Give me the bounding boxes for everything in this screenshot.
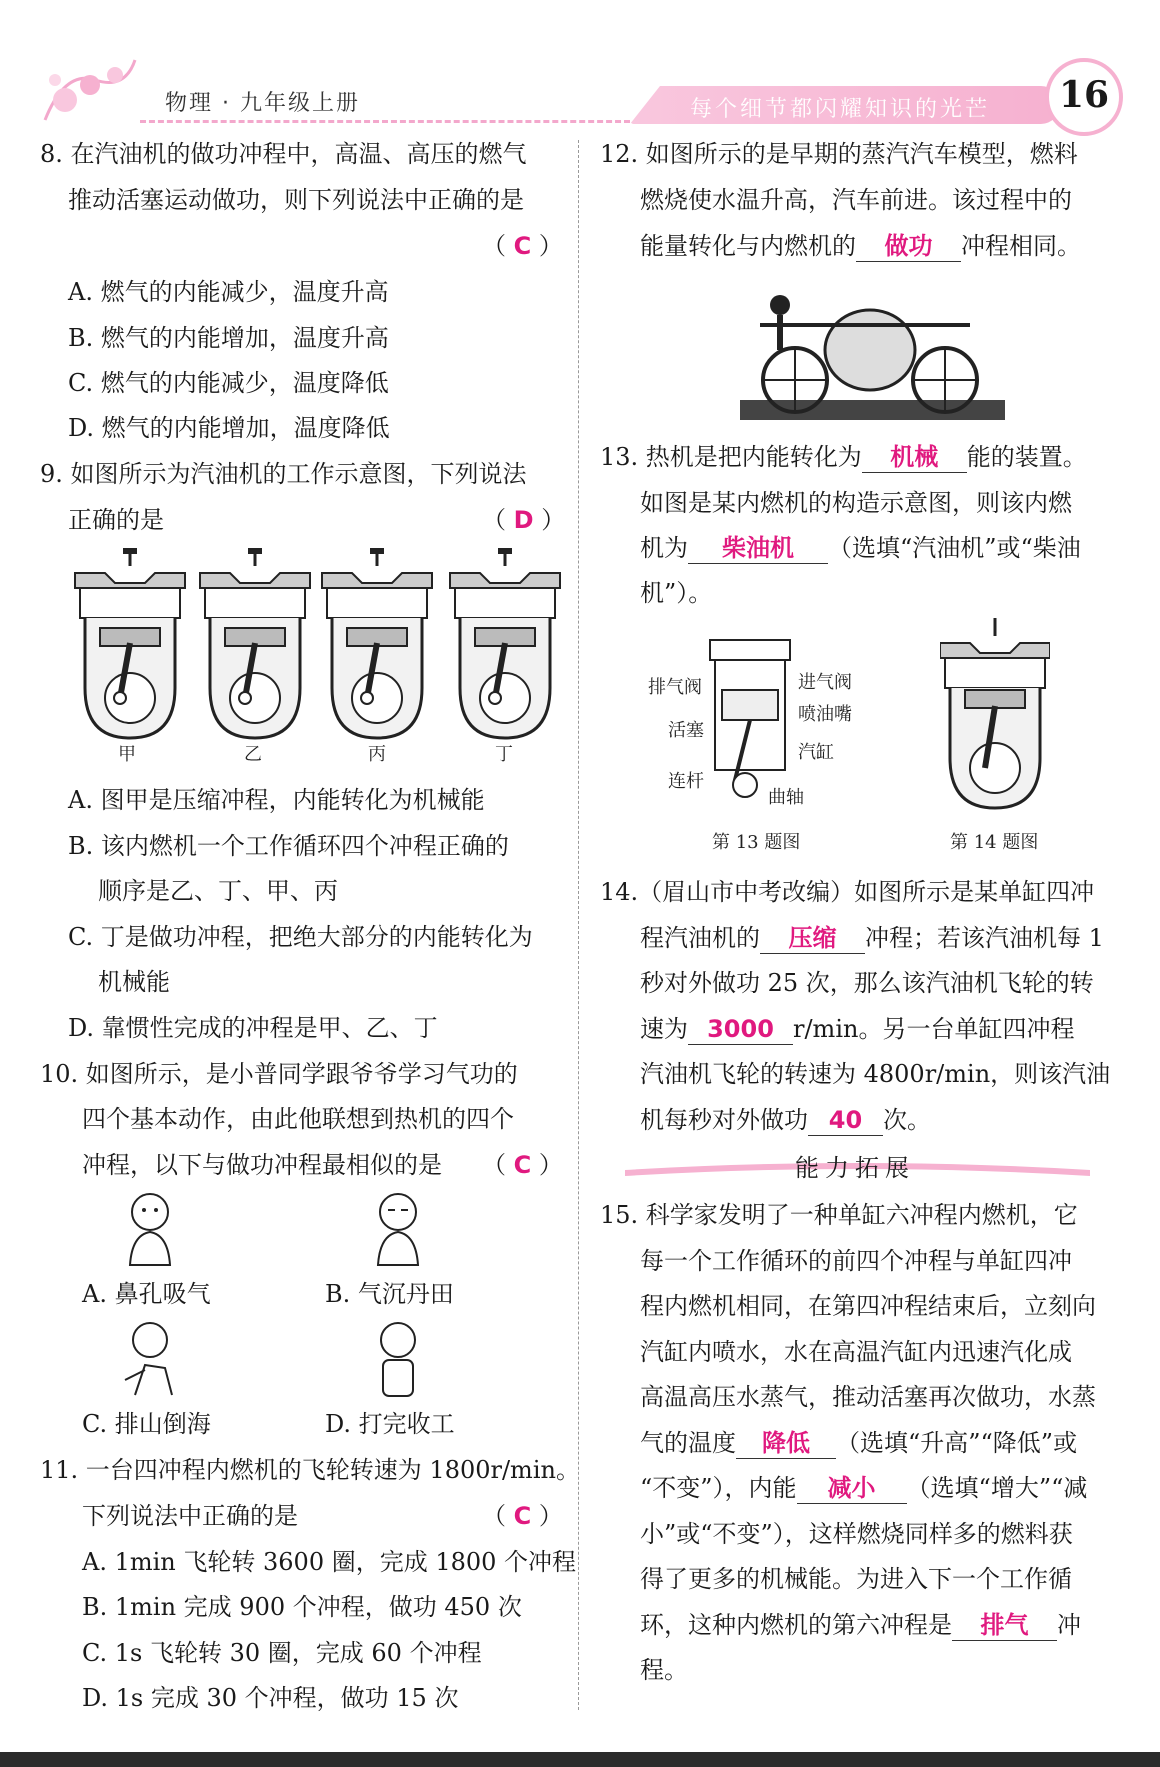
q12-line3 [640,226,1081,262]
flower-ornament-icon [35,50,145,130]
q15-line7-start: “不变”），内能 [640,1474,797,1502]
qigong-figure-c-icon [120,1320,180,1400]
q10-option-c: C. 排山倒海 [82,1410,211,1438]
q13-line1 [600,437,1087,473]
header-slogan: 每个细节都闪耀知识的光芒 [690,97,991,122]
q8-option-a: A. 燃气的内能减少，温度升高 [68,278,389,306]
q15-line7 [640,1468,1087,1504]
q10-line2: 四个基本动作，由此他联想到热机的四个 [82,1105,514,1133]
q15-line9: 得了更多的机械能。为进入下一个工作循 [640,1565,1072,1593]
q8-line2: 推动活塞运动做功，则下列说法中正确的是 [68,186,524,214]
q11-option-c: C. 1s 飞轮转 30 圈，完成 60 个冲程 [82,1639,482,1667]
q15-blank-3: 排气 [952,1610,1057,1641]
q15-line6 [640,1423,1077,1459]
q15-line8: 小”或“不变”），这样燃烧同样多的燃料获 [640,1520,1073,1548]
q14-line1: 14.（眉山市中考改编）如图所示是某单缸四冲 [600,878,1095,906]
q9-label-jia: 甲 [118,744,136,765]
q15-line11: 程。 [640,1656,688,1684]
qigong-figure-b-icon [368,1190,428,1270]
q13-line3-start: 机为 [640,534,688,562]
q15-blank-1: 降低 [736,1428,836,1459]
q9-engine-diagram [70,548,570,758]
fig13-label-rod: 连杆 [668,771,704,792]
q14-line5: 汽油机飞轮的转速为 4800r/min，则该汽油 [640,1060,1111,1088]
q13-line3-end: （选填“汽油机”或“柴油 [828,534,1081,562]
fig13-label-injector: 喷油嘴 [798,704,852,725]
header-dash-line [140,120,630,123]
fig13-label-crankshaft: 曲轴 [768,787,804,808]
q9-label-bing: 丙 [368,744,386,765]
qigong-figure-d-icon [368,1320,428,1400]
fig13-label-exhaust: 排气阀 [648,677,702,698]
q11-answer: C [513,1502,532,1530]
q14-line2-start: 程汽油机的 [640,924,760,952]
diesel-engine-diagram [700,630,800,805]
q13-line1-start: 13. 热机是把内能转化为 [600,443,862,471]
q15-line6-start: 气的温度 [640,1429,736,1457]
q10-answer-paren: （ C ） [482,1151,563,1179]
q13-line2: 如图是某内燃机的构造示意图，则该内燃 [640,489,1072,517]
q14-engine-diagram [940,618,1050,813]
fig13-label-intake: 进气阀 [798,672,852,693]
q10-line1: 10. 如图所示，是小普同学跟爷爷学习气功的 [40,1060,518,1088]
q13-blank-1: 机械 [862,442,967,473]
q15-line1: 15. 科学家发明了一种单缸六冲程内燃机，它 [600,1201,1078,1229]
q15-line4: 汽缸内喷水，水在高温汽缸内迅速汽化成 [640,1338,1072,1366]
q12-line3-end: 冲程相同。 [961,232,1081,260]
q10-option-a: A. 鼻孔吸气 [82,1280,211,1308]
bottom-bar [0,1752,1160,1767]
q14-line4 [640,1009,1074,1045]
q13-line3 [640,528,1081,564]
book-title: 物理 · 九年级上册 [165,91,360,116]
fig13-label-piston: 活塞 [668,720,704,741]
q14-line2 [640,918,1104,954]
q15-line2: 每一个工作循环的前四个冲程与单缸四冲 [640,1247,1072,1275]
q9-label-yi: 乙 [244,744,262,765]
q11-line1: 11. 一台四冲程内燃机的飞轮转速为 1800r/min。 [40,1456,580,1484]
fig13-caption: 第 13 题图 [712,832,801,853]
page-header [0,0,1160,130]
q9-answer: D [513,506,534,534]
q9-option-d: D. 靠惯性完成的冲程是甲、乙、丁 [68,1014,438,1042]
q8-line1: 8. 在汽油机的做功冲程中，高温、高压的燃气 [40,140,527,168]
page-number: 16 [1045,58,1123,136]
q14-line4-start: 速为 [640,1015,688,1043]
q9-option-c: C. 丁是做功冲程，把绝大部分的内能转化为 [68,923,533,951]
q9-line2: 正确的是 [68,506,164,534]
q11-option-b: B. 1min 完成 900 个冲程，做功 450 次 [82,1593,522,1621]
q8-option-b: B. 燃气的内能增加，温度升高 [68,324,389,352]
q13-line1-end: 能的装置。 [966,443,1087,471]
q15-line10-start: 环，这种内燃机的第六冲程是 [640,1611,952,1639]
q9-option-c-cont: 机械能 [98,968,170,996]
q10-option-b: B. 气沉丹田 [325,1280,454,1308]
q14-line6-end: 次。 [883,1106,931,1134]
q12-blank: 做功 [856,231,961,262]
q15-blank-2: 减小 [797,1473,907,1504]
q12-line2: 燃烧使水温升高，汽车前进。该过程中的 [640,186,1072,214]
q13-blank-2: 柴油机 [688,533,828,564]
q14-line6 [640,1100,931,1136]
q15-line6-end: （选填“升高”“降低”或 [836,1429,1078,1457]
q12-line1: 12. 如图所示的是早期的蒸汽汽车模型，燃料 [600,140,1078,168]
qigong-figure-a-icon [120,1190,180,1270]
fig13-label-cylinder: 汽缸 [798,742,834,763]
q14-line6-start: 机每秒对外做功 [640,1106,808,1134]
q8-option-c: C. 燃气的内能减少，温度降低 [68,369,389,397]
q9-label-ding: 丁 [495,744,513,765]
q10-option-d: D. 打完收工 [325,1410,455,1438]
section-title: 能力拓展 [795,1154,915,1182]
q11-option-a: A. 1min 飞轮转 3600 圈，完成 1800 个冲程 [82,1548,577,1576]
q15-line10 [640,1605,1081,1641]
q10-answer: C [513,1151,532,1179]
q9-option-a: A. 图甲是压缩冲程，内能转化为机械能 [68,786,485,814]
q9-answer-paren: （ D ） [482,506,566,534]
q11-line2: 下列说法中正确的是 [82,1502,298,1530]
fig14-caption: 第 14 题图 [950,832,1039,853]
q14-line3: 秒对外做功 25 次，那么该汽油机飞轮的转 [640,969,1094,997]
q15-line3: 程内燃机相同，在第四冲程结束后，立刻向 [640,1292,1096,1320]
q14-blank-1: 压缩 [760,923,865,954]
q11-answer-paren: （ C ） [482,1502,563,1530]
q15-line7-end: （选填“增大”“减 [906,1474,1088,1502]
q13-line4: 机”）。 [640,579,713,607]
q9-option-b-cont: 顺序是乙、丁、甲、丙 [98,877,338,905]
q14-blank-3: 40 [808,1105,883,1136]
q15-line5: 高温高压水蒸气，推动活塞再次做功，水蒸 [640,1383,1096,1411]
q12-line3-start: 能量转化与内燃机的 [640,232,856,260]
q8-answer-paren: （ C ） [482,232,563,260]
q14-line2-end: 冲程；若该汽油机每 1 [865,924,1104,952]
q11-option-d: D. 1s 完成 30 个冲程，做功 15 次 [82,1684,459,1712]
q10-line3: 冲程，以下与做功冲程最相似的是 [82,1151,442,1179]
q9-option-b: B. 该内燃机一个工作循环四个冲程正确的 [68,832,509,860]
q9-line1: 9. 如图所示为汽油机的工作示意图，下列说法 [40,460,527,488]
q14-blank-2: 3000 [688,1014,793,1045]
steam-car-image [740,270,1010,422]
q14-line4-end: r/min。另一台单缸四冲程 [793,1015,1075,1043]
q8-option-d: D. 燃气的内能增加，温度降低 [68,414,390,442]
q15-line10-end: 冲 [1057,1611,1081,1639]
q8-answer: C [513,232,532,260]
